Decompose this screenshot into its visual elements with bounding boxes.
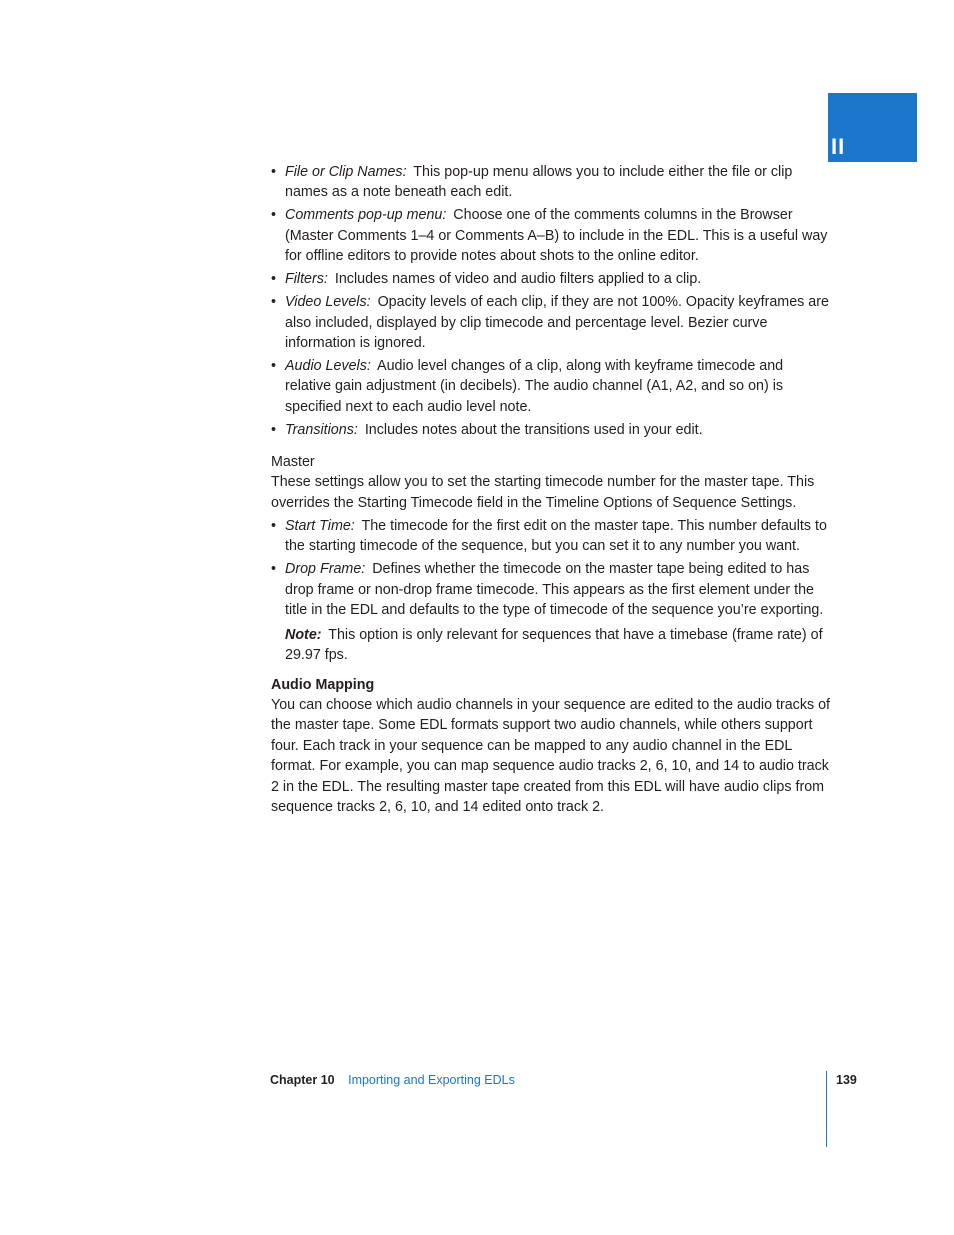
- list-item-term: Start Time:: [285, 518, 355, 535]
- list-item: [271, 559, 833, 620]
- list-item-text: This pop-up menu allows you to include either the file or clip names as a note beneath each edit.: [285, 164, 793, 201]
- page-content: [271, 162, 833, 820]
- list-item-text: Choose one of the comments columns in the Browser (Master Comments 1–4 or Comments A–B) to include in the EDL. This is a useful way for offline editors to provide notes about shots to the online editor.: [285, 207, 828, 265]
- option-list: [271, 162, 833, 440]
- list-item-term: File or Clip Names:: [285, 164, 407, 180]
- list-item-text: Includes names of video and audio filters applied to a clip.: [330, 271, 702, 288]
- note: [285, 625, 833, 666]
- list-item: [271, 269, 833, 289]
- footer: [270, 1071, 515, 1089]
- list-item-text: Opacity levels of each clip, if they are not 100%. Opacity keyframes are also included, displayed by clip timecode and percentage level. Bezier curve information is ignored.: [285, 294, 829, 352]
- chapter-label: Chapter 10: [270, 1073, 335, 1087]
- list-item-term: Transitions:: [285, 421, 358, 438]
- list-item: [271, 292, 833, 353]
- master-body: These settings allow you to set the starting timecode number for the master tape. This overrides the Starting Timecode field in the Timeline Options of Sequence Settings.: [271, 474, 815, 511]
- list-item-text: Includes notes about the transitions used in your edit.: [360, 421, 703, 438]
- list-item: [271, 356, 833, 417]
- note-label: Note:: [285, 626, 322, 643]
- page-number: 139: [836, 1073, 857, 1087]
- list-item: [271, 162, 833, 203]
- audio-mapping-heading: Audio Mapping: [271, 676, 375, 693]
- page-number-divider: [826, 1071, 827, 1147]
- chapter-title-link[interactable]: Importing and Exporting EDLs: [348, 1073, 515, 1087]
- master-heading: Master: [271, 453, 315, 470]
- list-item: [271, 516, 833, 557]
- list-item-term: Video Levels:: [285, 294, 371, 311]
- part-tab-label: II: [831, 134, 846, 159]
- list-item-text: Defines whether the timecode on the master tape being edited to has drop frame or non-drop frame timecode. This appears as the first element under the title in the EDL and defaults to the type of timecode of the sequence you’re exporting.: [285, 561, 824, 619]
- list-item-term: Filters:: [285, 271, 328, 288]
- part-tab: [828, 93, 917, 162]
- audio-mapping-body: You can choose which audio channels in your sequence are edited to the audio tracks of the master tape. Some EDL formats support two audio channels, while others support four. Each track in your sequence can be mapped to any audio channel in the EDL format. For example, you can map sequence audio tracks 2, 6, 10, and 14 to audio track 2 in the EDL. The resulting master tape created from this EDL will have audio clips from sequence tracks 2, 6, 10, and 14 edited onto track 2.: [271, 696, 831, 815]
- master-option-list: [271, 516, 833, 621]
- list-item-text: The timecode for the first edit on the master tape. This number defaults to the starting timecode of the sequence, but you can set it to any number you want.: [285, 518, 827, 555]
- list-item-text: Audio level changes of a clip, along with keyframe timecode and relative gain adjustment (in decibels). The audio channel (A1, A2, and so on) is specified next to each audio level note.: [285, 358, 784, 415]
- list-item: [271, 420, 833, 440]
- list-item-term: Comments pop-up menu:: [285, 207, 447, 224]
- list-item: [271, 205, 833, 266]
- list-item-term: Audio Levels:: [285, 358, 371, 375]
- note-text: This option is only relevant for sequences that have a timebase (frame rate) of 29.97 fps.: [285, 626, 823, 664]
- list-item-term: Drop Frame:: [285, 561, 366, 578]
